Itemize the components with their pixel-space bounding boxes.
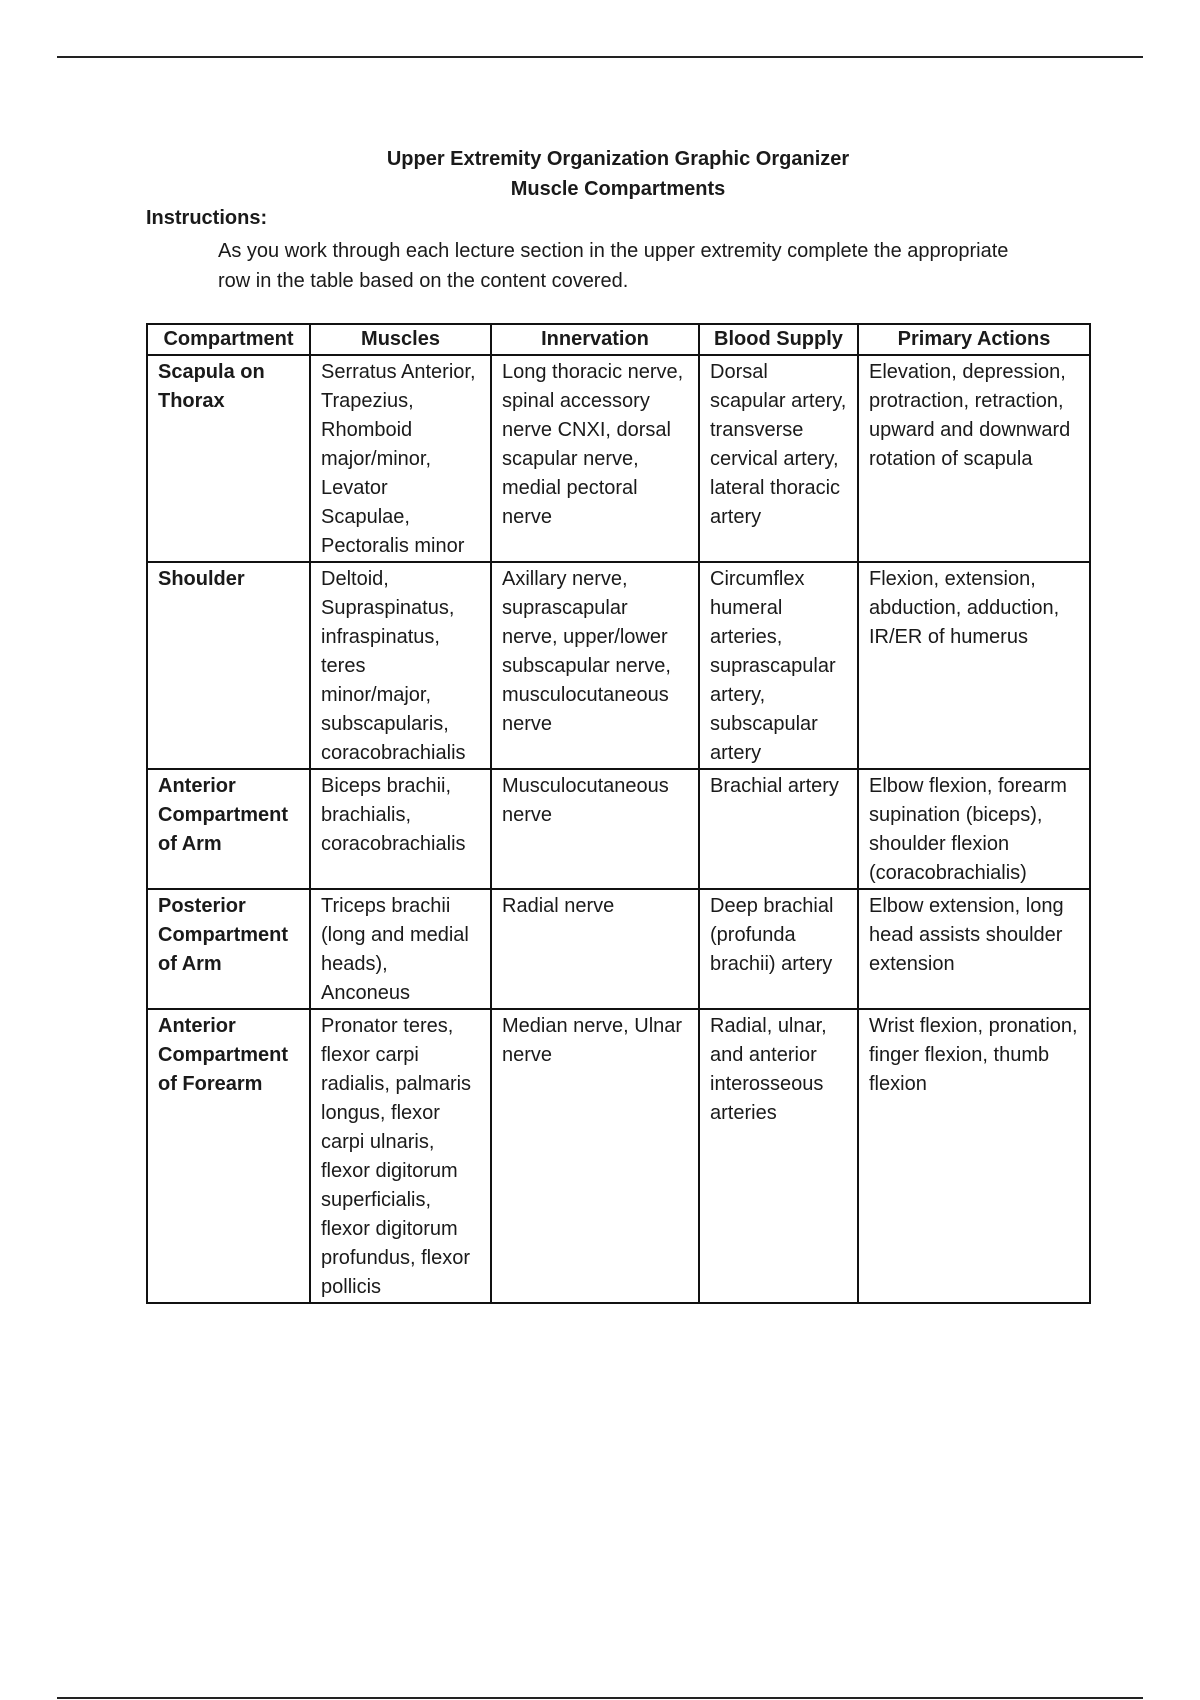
compartment-cell: Shoulder xyxy=(147,562,310,769)
table-row xyxy=(147,1009,1090,1303)
header-rule xyxy=(57,56,1143,58)
instructions-text: As you work through each lecture section in the upper extremity complete the appropriate row in the table based on the content covered. xyxy=(218,240,1009,292)
instructions-label: Instructions: xyxy=(146,207,268,229)
blood-supply-cell: Deep brachial (profunda brachii) artery xyxy=(699,889,858,1009)
table-header-row xyxy=(147,324,1090,355)
innervation-cell: Axillary nerve, suprascapular nerve, upper/lower subscapular nerve, musculocutaneous nerve xyxy=(491,562,699,769)
organizer-table xyxy=(146,323,1091,1304)
compartment-cell: Anterior Compartment of Arm xyxy=(147,769,310,889)
blood-supply-cell: Radial, ulnar, and anterior interosseous arteries xyxy=(699,1009,858,1303)
document-subtitle: Muscle Compartments xyxy=(510,178,726,200)
table-row xyxy=(147,355,1090,562)
compartment-cell: Scapula on Thorax xyxy=(147,355,310,562)
actions-cell: Flexion, extension, abduction, adduction, IR/ER of humerus xyxy=(858,562,1090,769)
muscles-cell: Serratus Anterior, Trapezius, Rhomboid major/minor, Levator Scapulae, Pectoralis minor xyxy=(310,355,491,562)
header-muscles: Muscles xyxy=(310,324,491,355)
innervation-cell: Long thoracic nerve, spinal accessory nerve CNXI, dorsal scapular nerve, medial pectoral nerve xyxy=(491,355,699,562)
innervation-cell: Radial nerve xyxy=(491,889,699,1009)
header-primary-actions: Primary Actions xyxy=(858,324,1090,355)
header-blood-supply: Blood Supply xyxy=(699,324,858,355)
actions-cell: Elbow extension, long head assists shoulder extension xyxy=(858,889,1090,1009)
muscles-cell: Pronator teres, flexor carpi radialis, palmaris longus, flexor carpi ulnaris, flexor digitorum superficialis, flexor digitorum profundus, flexor pollicis xyxy=(310,1009,491,1303)
compartment-cell: Posterior Compartment of Arm xyxy=(147,889,310,1009)
actions-cell: Elbow flexion, forearm supination (biceps), shoulder flexion (coracobrachialis) xyxy=(858,769,1090,889)
muscles-cell: Deltoid, Supraspinatus, infraspinatus, teres minor/major, subscapularis, coracobrachialis xyxy=(310,562,491,769)
footer-rule xyxy=(57,1697,1143,1699)
muscles-cell: Biceps brachii, brachialis, coracobrachialis xyxy=(310,769,491,889)
table-row xyxy=(147,769,1090,889)
document-title: Upper Extremity Organization Graphic Organizer xyxy=(386,148,850,170)
table-row xyxy=(147,889,1090,1009)
innervation-cell: Median nerve, Ulnar nerve xyxy=(491,1009,699,1303)
innervation-cell: Musculocutaneous nerve xyxy=(491,769,699,889)
actions-cell: Elevation, depression, protraction, retraction, upward and downward rotation of scapula xyxy=(858,355,1090,562)
header-compartment: Compartment xyxy=(147,324,310,355)
compartment-cell: Anterior Compartment of Forearm xyxy=(147,1009,310,1303)
table-row xyxy=(147,562,1090,769)
blood-supply-cell: Brachial artery xyxy=(699,769,858,889)
header-innervation: Innervation xyxy=(491,324,699,355)
blood-supply-cell: Circumflex humeral arteries, suprascapular artery, subscapular artery xyxy=(699,562,858,769)
actions-cell: Wrist flexion, pronation, finger flexion, thumb flexion xyxy=(858,1009,1090,1303)
muscles-cell: Triceps brachii (long and medial heads), Anconeus xyxy=(310,889,491,1009)
blood-supply-cell: Dorsal scapular artery, transverse cervical artery, lateral thoracic artery xyxy=(699,355,858,562)
